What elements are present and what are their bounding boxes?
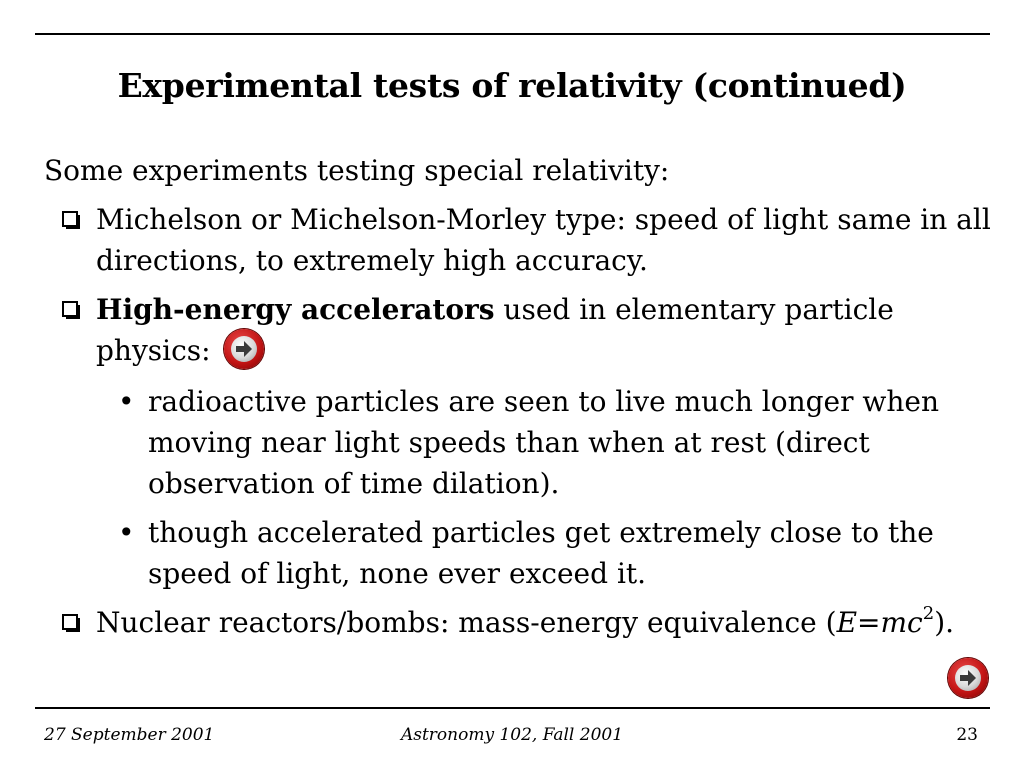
intro-text: Some experiments testing special relativity: <box>44 154 670 187</box>
checkbox-bullet-icon <box>62 301 78 317</box>
top-rule <box>35 33 990 35</box>
list-item-bold-text: High-energy accelerators <box>96 293 495 326</box>
next-slide-arrow-icon[interactable] <box>948 658 988 698</box>
list-item-text: used in elementary particle physics: <box>96 293 894 367</box>
equation-equals: = <box>857 605 881 639</box>
sub-list-item-text: though accelerated particles get extremely close to the speed of light, none ever exceed it. <box>148 515 934 590</box>
slide-title: Experimental tests of relativity (continued) <box>117 66 907 105</box>
list-item-text: Nuclear reactors/bombs: mass-energy equivalence ( <box>96 605 837 639</box>
footer-date: 27 September 2001 <box>44 725 215 745</box>
sub-list-item <box>118 381 994 504</box>
equation-mc: mc <box>880 605 923 639</box>
list-item-text: Michelson or Michelson-Morley type: speed of light same in all directions, to extremely high accuracy. <box>96 203 991 277</box>
list-item <box>96 199 994 281</box>
equation-end: ). <box>934 605 955 639</box>
sub-list-item-text: radioactive particles are seen to live much longer when moving near light speeds than when at rest (direct observation of time dilation). <box>148 384 939 500</box>
bottom-rule <box>35 707 990 709</box>
list-item <box>96 602 994 643</box>
checkbox-bullet-icon <box>62 211 78 227</box>
equation-exponent: 2 <box>922 603 935 625</box>
equation-e: E <box>836 605 858 639</box>
bullet-dot-icon: • <box>118 384 135 418</box>
sub-list-item <box>118 512 994 594</box>
slide-body <box>44 150 994 643</box>
page-number: 23 <box>956 725 978 745</box>
checkbox-bullet-icon <box>62 614 78 630</box>
bullet-dot-icon: • <box>118 515 135 549</box>
arrow-right-icon[interactable] <box>224 329 264 369</box>
list-item <box>96 289 994 373</box>
footer-course: Astronomy 102, Fall 2001 <box>400 725 624 745</box>
